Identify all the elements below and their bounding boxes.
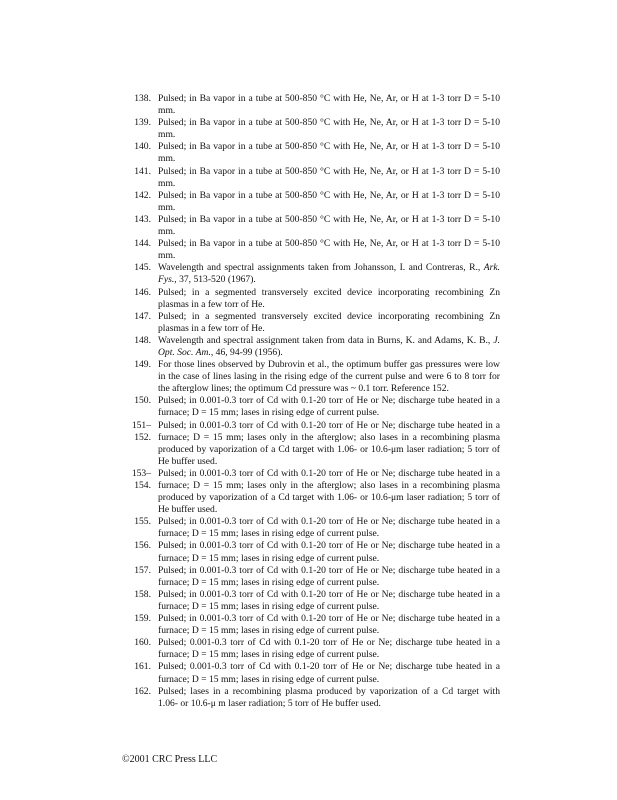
note-number: 153– 154.	[131, 467, 151, 491]
note-text-main: Pulsed; in Ba vapor in a tube at 500-850 °C with He, Ne, Ar, or H at 1-3 torr D = 5-10 mm.	[158, 93, 500, 117]
note-text-main: Pulsed; in 0.001-0.3 torr of Cd with 0.1-20 torr of He or Ne; discharge tube heated in a furnace; D = 15 mm; lases in rising edge of current pulse.	[158, 540, 500, 564]
note-number: 157.	[134, 564, 151, 576]
note-number: 162.	[134, 685, 151, 697]
note-text	[158, 190, 500, 214]
note-text-main: Pulsed; in 0.001-0.3 torr of Cd with 0.1-20 torr of He or Ne; discharge tube heated in a furnace; D = 15 mm; lases in rising edge of current pulse.	[158, 395, 500, 419]
note-text-main: Pulsed; in 0.001-0.3 torr of Cd with 0.1-20 torr of He or Ne; discharge tube heated in a furnace; D = 15 mm; lases in rising edge of current pulse.	[158, 564, 500, 588]
note-text	[158, 141, 500, 165]
note-entry	[118, 589, 500, 613]
note-number: 159.	[134, 613, 151, 625]
note-text	[158, 117, 500, 141]
note-text-main: Wavelength and spectral assignments taken from Johansson, I. and Contreras, R.,	[158, 262, 484, 274]
note-number: 160.	[134, 637, 151, 649]
note-entry	[118, 141, 500, 165]
note-text-main: Pulsed; in 0.001-0.3 torr of Cd with 0.1-20 torr of He or Ne; discharge tube heated in a furnace; D = 15 mm; lases in rising edge of current pulse.	[158, 516, 500, 540]
note-number: 147.	[134, 310, 151, 322]
note-entry	[118, 540, 500, 564]
copyright-footer: ©2001 CRC Press LLC	[122, 754, 218, 765]
note-text	[158, 468, 500, 516]
note-text	[158, 359, 500, 395]
note-text-main: Pulsed; in a segmented transversely excited device incorporating recombining Zn plasmas in a few torr of He.	[158, 286, 500, 310]
note-text	[158, 661, 500, 685]
note-text	[158, 166, 500, 190]
note-text-main: Pulsed; in Ba vapor in a tube at 500-850 °C with He, Ne, Ar, or H at 1-3 torr D = 5-10 mm.	[158, 141, 500, 165]
note-entry	[118, 637, 500, 661]
note-text-main: Pulsed; in 0.001-0.3 torr of Cd with 0.1-20 torr of He or Ne; discharge tube heated in a furnace; D = 15 mm; lases only in the afterglow; also lases in a recombining plasma produced by vaporization of a Cd target with 1.06- or 10.6-μm laser radiation; 5 torr of He buffer used.	[158, 467, 500, 516]
note-number: 146.	[134, 286, 151, 298]
note-number: 155.	[134, 516, 151, 528]
note-number: 143.	[134, 213, 151, 225]
note-entry	[118, 565, 500, 589]
note-entry	[118, 613, 500, 637]
note-text	[158, 420, 500, 468]
note-text-main: Pulsed; in Ba vapor in a tube at 500-850 °C with He, Ne, Ar, or H at 1-3 torr D = 5-10 mm.	[158, 189, 500, 213]
note-number: 140.	[134, 141, 151, 153]
note-number: 144.	[134, 238, 151, 250]
note-text	[158, 262, 500, 286]
citation-details: , 46, 94-99 (1956).	[210, 346, 283, 358]
note-entry	[118, 117, 500, 141]
note-entry	[118, 335, 500, 359]
note-text-main: Pulsed; lases in a recombining plasma produced by vaporization of a Cd target with 1.06- or 10.6-μ m laser radiation; 5 torr of He buffer used.	[158, 685, 500, 709]
note-number: 151– 152.	[131, 419, 151, 443]
note-text	[158, 540, 500, 564]
note-text	[158, 686, 500, 710]
note-number: 150.	[134, 395, 151, 407]
note-entry	[118, 238, 500, 262]
note-number: 156.	[134, 540, 151, 552]
journal-name: Ark. Fys.	[158, 262, 500, 286]
note-entry	[118, 686, 500, 710]
note-number: 149.	[134, 359, 151, 371]
note-text-main: Wavelength and spectral assignment taken from data in Burns, K. and Adams, K. B.,	[158, 334, 494, 346]
note-text	[158, 395, 500, 419]
note-text-main: Pulsed; 0.001-0.3 torr of Cd with 0.1-20 torr of He or Ne; discharge tube heated in a furnace; D = 15 mm; lases in rising edge of current pulse.	[158, 637, 500, 661]
note-entry	[118, 166, 500, 190]
note-text	[158, 335, 500, 359]
note-entry	[118, 516, 500, 540]
note-entry	[118, 262, 500, 286]
journal-name: J. Opt. Soc. Am.	[158, 334, 500, 358]
note-text-main: Pulsed; in 0.001-0.3 torr of Cd with 0.1-20 torr of He or Ne; discharge tube heated in a furnace; D = 15 mm; lases in rising edge of current pulse.	[158, 613, 500, 637]
note-text	[158, 637, 500, 661]
note-entry	[118, 359, 500, 395]
note-text	[158, 238, 500, 262]
note-text	[158, 287, 500, 311]
note-entry	[118, 420, 500, 468]
note-text	[158, 93, 500, 117]
note-number: 142.	[134, 189, 151, 201]
note-text-main: Pulsed; in 0.001-0.3 torr of Cd with 0.1-20 torr of He or Ne; discharge tube heated in a furnace; D = 15 mm; lases only in the afterglow; also lases in a recombining plasma produced by vaporization of a Cd target with 1.06- or 10.6-μm laser radiation; 5 torr of He buffer used.	[158, 419, 500, 467]
note-entry	[118, 287, 500, 311]
note-number: 141.	[134, 165, 151, 177]
note-text-main: For those lines observed by Dubrovin et al., the optimum buffer gas pressures were low in the case of lines lasing in the rising edge of the current pulse and were 6 to 8 torr for the afterglow lines; the optimum Cd pressure was ~ 0.1 torr. Reference 152.	[158, 359, 500, 395]
note-text-main: Pulsed; in Ba vapor in a tube at 500-850 °C with He, Ne, Ar, or H at 1-3 torr D = 5-10 mm.	[158, 213, 500, 238]
note-number: 148.	[134, 334, 151, 346]
note-number: 145.	[134, 262, 151, 274]
note-text-main: Pulsed; in Ba vapor in a tube at 500-850 °C with He, Ne, Ar, or H at 1-3 torr D = 5-10 mm.	[158, 117, 500, 141]
note-text	[158, 589, 500, 613]
note-text	[158, 214, 500, 238]
footnote-list	[118, 93, 500, 710]
note-text-main: Pulsed; in Ba vapor in a tube at 500-850 °C with He, Ne, Ar, or H at 1-3 torr D = 5-10 mm.	[158, 165, 500, 189]
note-number: 139.	[134, 117, 151, 129]
note-entry	[118, 93, 500, 117]
note-text	[158, 516, 500, 540]
note-entry	[118, 190, 500, 214]
note-text-main: Pulsed; in 0.001-0.3 torr of Cd with 0.1-20 torr of He or Ne; discharge tube heated in a furnace; D = 15 mm; lases in rising edge of current pulse.	[158, 588, 500, 612]
note-text-main: Pulsed; in Ba vapor in a tube at 500-850 °C with He, Ne, Ar, or H at 1-3 torr D = 5-10 mm.	[158, 238, 500, 262]
note-number: 138.	[134, 93, 151, 104]
note-text	[158, 311, 500, 335]
note-text-main: Pulsed; in a segmented transversely excited device incorporating recombining Zn plasmas in a few torr of He.	[158, 310, 500, 334]
note-number: 158.	[134, 588, 151, 600]
note-number: 161.	[134, 661, 151, 673]
citation-details: , 37, 513-520 (1967).	[174, 274, 256, 286]
note-entry	[118, 311, 500, 335]
note-entry	[118, 468, 500, 516]
note-entry	[118, 395, 500, 419]
note-text	[158, 613, 500, 637]
note-text	[158, 565, 500, 589]
note-entry	[118, 661, 500, 685]
note-entry	[118, 214, 500, 238]
note-text-main: Pulsed; 0.001-0.3 torr of Cd with 0.1-20 torr of He or Ne; discharge tube heated in a furnace; D = 15 mm; lases in rising edge of current pulse.	[158, 661, 500, 685]
